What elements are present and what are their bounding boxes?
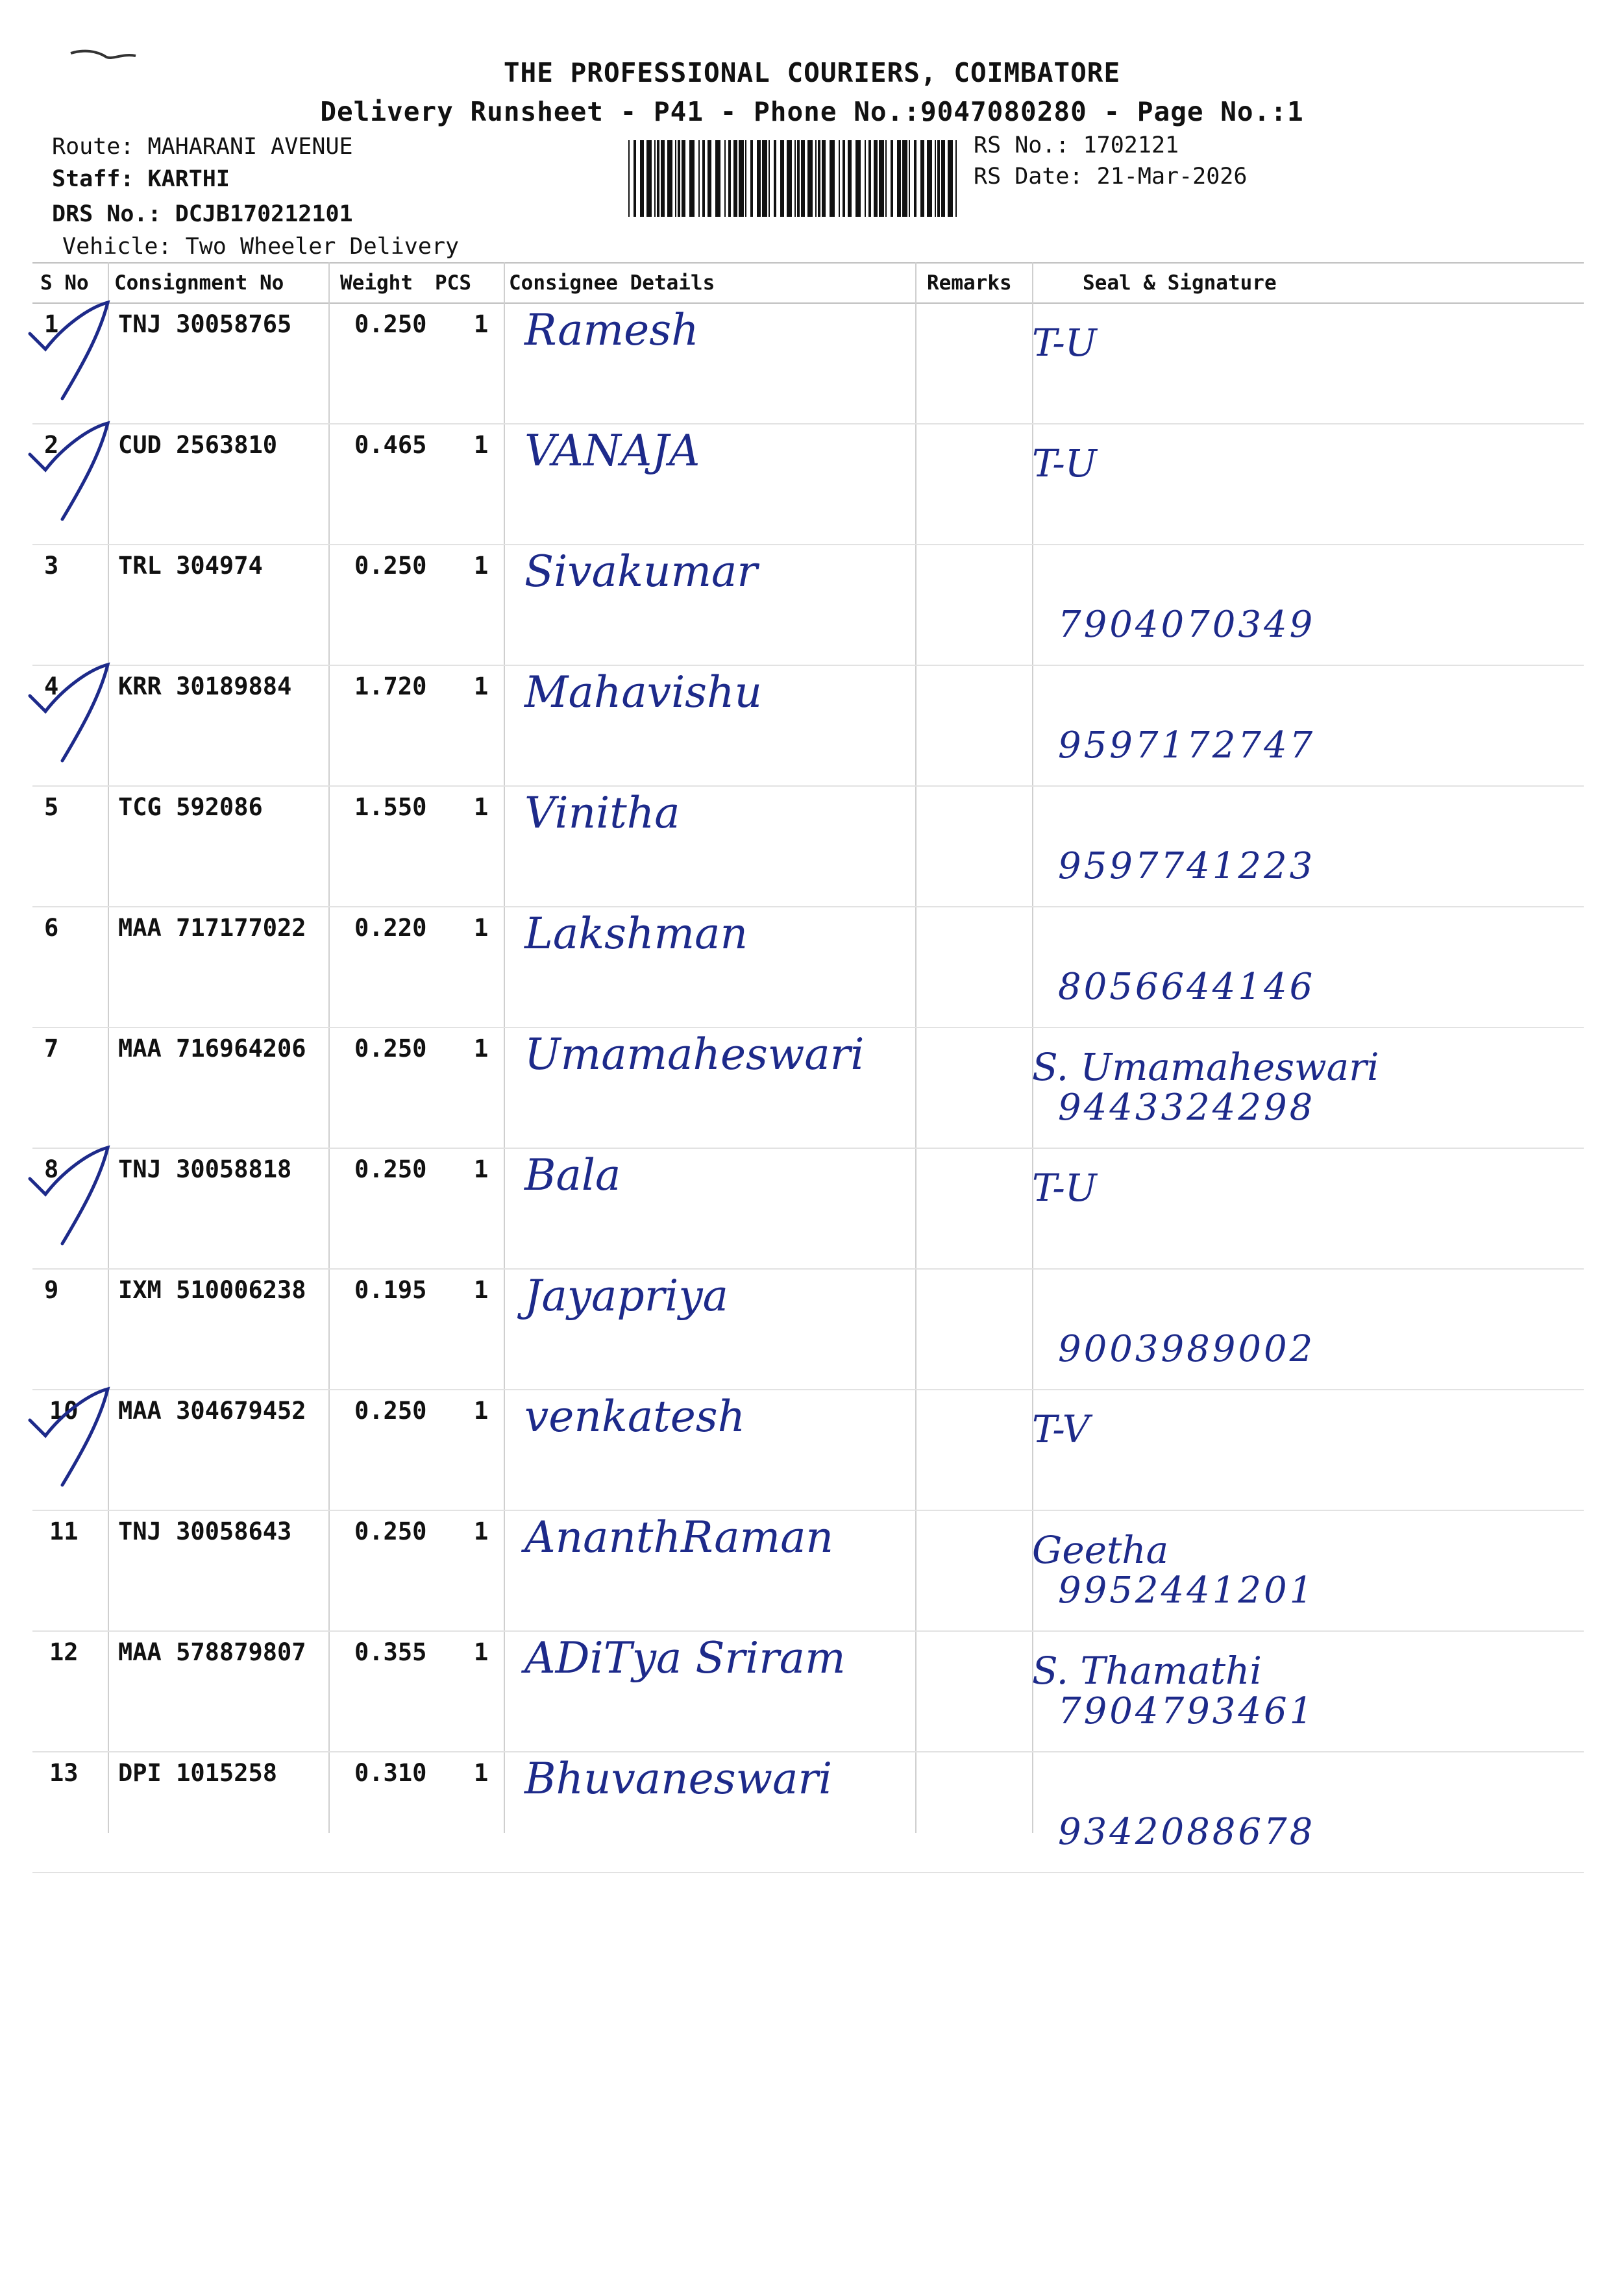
row-consignee-handwritten: Lakshman	[524, 909, 748, 959]
barcode-bar	[682, 140, 685, 217]
barcode-bar	[750, 140, 753, 217]
row-pcs: 1	[474, 672, 489, 700]
row-sno: 10	[49, 1397, 79, 1425]
row-consignee-handwritten: Jayapriya	[524, 1271, 728, 1321]
rs-no-value: 1702121	[1083, 132, 1179, 158]
row-pcs: 1	[474, 1518, 489, 1545]
row-sno: 9	[44, 1276, 59, 1304]
col-divider	[504, 262, 505, 1833]
col-divider	[328, 262, 330, 1833]
row-divider	[32, 1268, 1584, 1270]
barcode-bar	[715, 140, 720, 217]
table-header-rule	[32, 302, 1584, 304]
row-signature-handwritten: T-U	[1032, 321, 1097, 365]
rs-date-value: 21-Mar-2026	[1096, 164, 1248, 190]
row-consignment-no: CUD 2563810	[118, 431, 278, 459]
barcode-bar	[822, 140, 826, 217]
row-divider	[32, 665, 1584, 666]
barcode-bar	[702, 140, 705, 217]
row-divider	[32, 785, 1584, 787]
col-header-consignment: Consignment No	[114, 271, 284, 295]
row-signature-handwritten: T-V	[1032, 1407, 1090, 1451]
row-signature-handwritten: T-U	[1032, 441, 1097, 485]
row-phone-handwritten: 9597172747	[1058, 724, 1316, 767]
row-weight: 0.250	[354, 1518, 427, 1545]
row-consignment-no: IXM 510006238	[118, 1276, 306, 1304]
row-pcs: 1	[474, 793, 489, 821]
barcode-bar	[935, 140, 936, 217]
barcode-bar	[762, 140, 767, 217]
row-phone-handwritten: 9342088678	[1058, 1811, 1316, 1853]
rs-no-line	[974, 132, 1179, 158]
barcode-bar	[689, 140, 695, 217]
row-weight: 0.355	[354, 1638, 427, 1666]
row-divider	[32, 423, 1584, 424]
barcode	[628, 140, 962, 217]
drs-value: DCJB170212101	[175, 201, 353, 227]
col-header-signature: Seal & Signature	[1083, 271, 1277, 295]
barcode-bar	[868, 140, 871, 217]
barcode-bar	[657, 140, 659, 217]
barcode-bar	[769, 140, 770, 217]
delivered-tick-mark	[23, 295, 127, 412]
staff-value: KARTHI	[147, 166, 230, 192]
row-signature-handwritten: T-U	[1032, 1166, 1097, 1210]
barcode-bar	[955, 140, 957, 217]
row-divider	[32, 1389, 1584, 1390]
barcode-bar	[879, 140, 884, 217]
vehicle-value: Two Wheeler Delivery	[185, 234, 460, 260]
row-sno: 2	[44, 431, 59, 459]
barcode-bar	[897, 140, 901, 217]
row-consignee-handwritten: ADiTya Sriram	[524, 1633, 846, 1683]
delivered-tick-mark	[23, 1140, 127, 1257]
row-weight: 0.250	[354, 1397, 427, 1425]
row-phone-handwritten: 8056644146	[1058, 966, 1316, 1008]
barcode-bar	[865, 140, 866, 217]
barcode-bar	[874, 140, 878, 217]
row-weight: 0.250	[354, 1155, 427, 1183]
row-weight: 0.250	[354, 310, 427, 338]
col-header-sno: S No	[40, 271, 89, 295]
barcode-bar	[891, 140, 893, 217]
row-divider	[32, 1148, 1584, 1149]
row-pcs: 1	[474, 431, 489, 459]
row-consignment-no: TRL 304974	[118, 552, 263, 580]
barcode-bar	[818, 140, 820, 217]
row-pcs: 1	[474, 1759, 489, 1787]
col-header-consignee: Consignee Details	[509, 271, 715, 295]
barcode-bar	[807, 140, 813, 217]
barcode-bar	[909, 140, 910, 217]
row-consignment-no: TNJ 30058643	[118, 1518, 292, 1545]
barcode-bar	[914, 140, 917, 217]
barcode-bar	[902, 140, 907, 217]
row-consignee-handwritten: Bhuvaneswari	[524, 1754, 833, 1804]
row-consignee-handwritten: Umamaheswari	[524, 1029, 865, 1079]
row-consignment-no: MAA 716964206	[118, 1035, 306, 1063]
row-weight: 0.220	[354, 914, 427, 942]
table-top-rule	[32, 262, 1584, 264]
row-consignee-handwritten: Vinitha	[524, 788, 680, 838]
row-consignment-no: TCG 592086	[118, 793, 263, 821]
rs-date-label: RS Date:	[974, 164, 1083, 190]
row-pcs: 1	[474, 1035, 489, 1063]
row-consignee-handwritten: AnanthRaman	[524, 1512, 834, 1562]
company-title: THE PROFESSIONAL COURIERS, COIMBATORE	[503, 57, 1121, 88]
row-consignment-no: MAA 717177022	[118, 914, 306, 942]
barcode-bar	[920, 140, 924, 217]
barcode-bar	[787, 140, 792, 217]
barcode-bar	[830, 140, 835, 217]
row-phone-handwritten: 9952441201	[1058, 1569, 1316, 1612]
barcode-bar	[739, 140, 744, 217]
vehicle-line	[62, 234, 459, 260]
drs-label: DRS No.:	[52, 201, 162, 227]
row-weight: 0.465	[354, 431, 427, 459]
barcode-bar	[628, 140, 630, 217]
row-signature-handwritten: S. Umamaheswari	[1032, 1045, 1379, 1089]
row-divider	[32, 1751, 1584, 1752]
staff-line	[52, 166, 230, 192]
row-consignee-handwritten: Mahavishu	[524, 667, 763, 717]
row-weight: 0.250	[354, 1035, 427, 1063]
barcode-bar	[839, 140, 840, 217]
rs-no-label: RS No.:	[974, 132, 1070, 158]
route-value: MAHARANI AVENUE	[147, 134, 353, 160]
barcode-bar	[745, 140, 746, 217]
col-header-remarks: Remarks	[927, 271, 1012, 295]
row-sno: 13	[49, 1759, 79, 1787]
barcode-bar	[733, 140, 737, 217]
rs-date-line	[974, 164, 1247, 190]
row-divider	[32, 1027, 1584, 1028]
row-signature-handwritten: S. Thamathi	[1032, 1649, 1262, 1693]
barcode-bar	[728, 140, 731, 217]
barcode-bar	[757, 140, 761, 217]
row-phone-handwritten: 9597741223	[1058, 845, 1316, 887]
barcode-bar	[927, 140, 932, 217]
row-sno: 5	[44, 793, 59, 821]
barcode-bar	[675, 140, 676, 217]
row-sno: 1	[44, 310, 59, 338]
row-pcs: 1	[474, 914, 489, 942]
delivered-tick-mark	[23, 415, 127, 532]
row-consignee-handwritten: VANAJA	[524, 426, 700, 476]
barcode-bar	[654, 140, 656, 217]
row-consignment-no: TNJ 30058818	[118, 1155, 292, 1183]
staff-label: Staff:	[52, 166, 134, 192]
row-consignee-handwritten: venkatesh	[524, 1392, 746, 1442]
runsheet-subtitle: Delivery Runsheet - P41 - Phone No.:9047080280 - Page No.:1	[320, 96, 1304, 127]
vehicle-label: Vehicle:	[62, 234, 172, 260]
barcode-bar	[797, 140, 800, 217]
barcode-bar	[948, 140, 953, 217]
barcode-bar	[855, 140, 861, 217]
col-header-pcs: PCS	[435, 271, 471, 295]
row-divider	[32, 1630, 1584, 1632]
row-phone-handwritten: 9003989002	[1058, 1328, 1316, 1370]
barcode-bar	[724, 140, 726, 217]
drs-line	[52, 201, 353, 227]
row-weight: 0.310	[354, 1759, 427, 1787]
barcode-bar	[640, 140, 644, 217]
row-weight: 1.720	[354, 672, 427, 700]
row-pcs: 1	[474, 1155, 489, 1183]
row-pcs: 1	[474, 1276, 489, 1304]
barcode-bar	[885, 140, 887, 217]
row-consignee-handwritten: Ramesh	[524, 305, 699, 355]
row-weight: 0.195	[354, 1276, 427, 1304]
row-pcs: 1	[474, 1638, 489, 1666]
row-pcs: 1	[474, 552, 489, 580]
barcode-bar	[848, 140, 852, 217]
barcode-bar	[678, 140, 680, 217]
row-consignment-no: MAA 304679452	[118, 1397, 306, 1425]
col-divider	[915, 262, 917, 1833]
delivered-tick-mark	[23, 657, 127, 774]
barcode-bar	[815, 140, 817, 217]
row-consignment-no: MAA 578879807	[118, 1638, 306, 1666]
barcode-bar	[941, 140, 945, 217]
row-sno: 3	[44, 552, 59, 580]
barcode-bar	[667, 140, 672, 217]
row-consignment-no: DPI 1015258	[118, 1759, 278, 1787]
row-signature-handwritten: Geetha	[1032, 1528, 1169, 1572]
row-sno: 11	[49, 1518, 79, 1545]
barcode-bar	[937, 140, 940, 217]
barcode-bar	[661, 140, 665, 217]
row-sno: 4	[44, 672, 59, 700]
row-divider	[32, 1872, 1584, 1873]
row-pcs: 1	[474, 310, 489, 338]
row-sno: 8	[44, 1155, 59, 1183]
barcode-bar	[801, 140, 805, 217]
barcode-bar	[634, 140, 636, 217]
row-consignment-no: TNJ 30058765	[118, 310, 292, 338]
row-consignee-handwritten: Sivakumar	[524, 547, 757, 596]
row-consignee-handwritten: Bala	[524, 1150, 621, 1200]
barcode-bar	[794, 140, 796, 217]
barcode-bar	[843, 140, 845, 217]
row-phone-handwritten: 9443324298	[1058, 1087, 1316, 1129]
barcode-bar	[780, 140, 784, 217]
route-line	[52, 134, 353, 160]
row-phone-handwritten: 7904793461	[1058, 1690, 1316, 1732]
barcode-bar	[646, 140, 652, 217]
barcode-bar	[698, 140, 700, 217]
row-sno: 7	[44, 1035, 59, 1063]
row-sno: 6	[44, 914, 59, 942]
row-consignment-no: KRR 30189884	[118, 672, 292, 700]
row-sno: 12	[49, 1638, 79, 1666]
delivered-tick-mark	[23, 1381, 127, 1498]
barcode-bar	[707, 140, 711, 217]
row-pcs: 1	[474, 1397, 489, 1425]
row-phone-handwritten: 7904070349	[1058, 604, 1316, 646]
col-header-weight: Weight	[340, 271, 413, 295]
row-divider	[32, 544, 1584, 545]
row-divider	[32, 1510, 1584, 1511]
row-weight: 1.550	[354, 793, 427, 821]
row-divider	[32, 906, 1584, 907]
barcode-bar	[774, 140, 776, 217]
route-label: Route:	[52, 134, 134, 160]
row-weight: 0.250	[354, 552, 427, 580]
